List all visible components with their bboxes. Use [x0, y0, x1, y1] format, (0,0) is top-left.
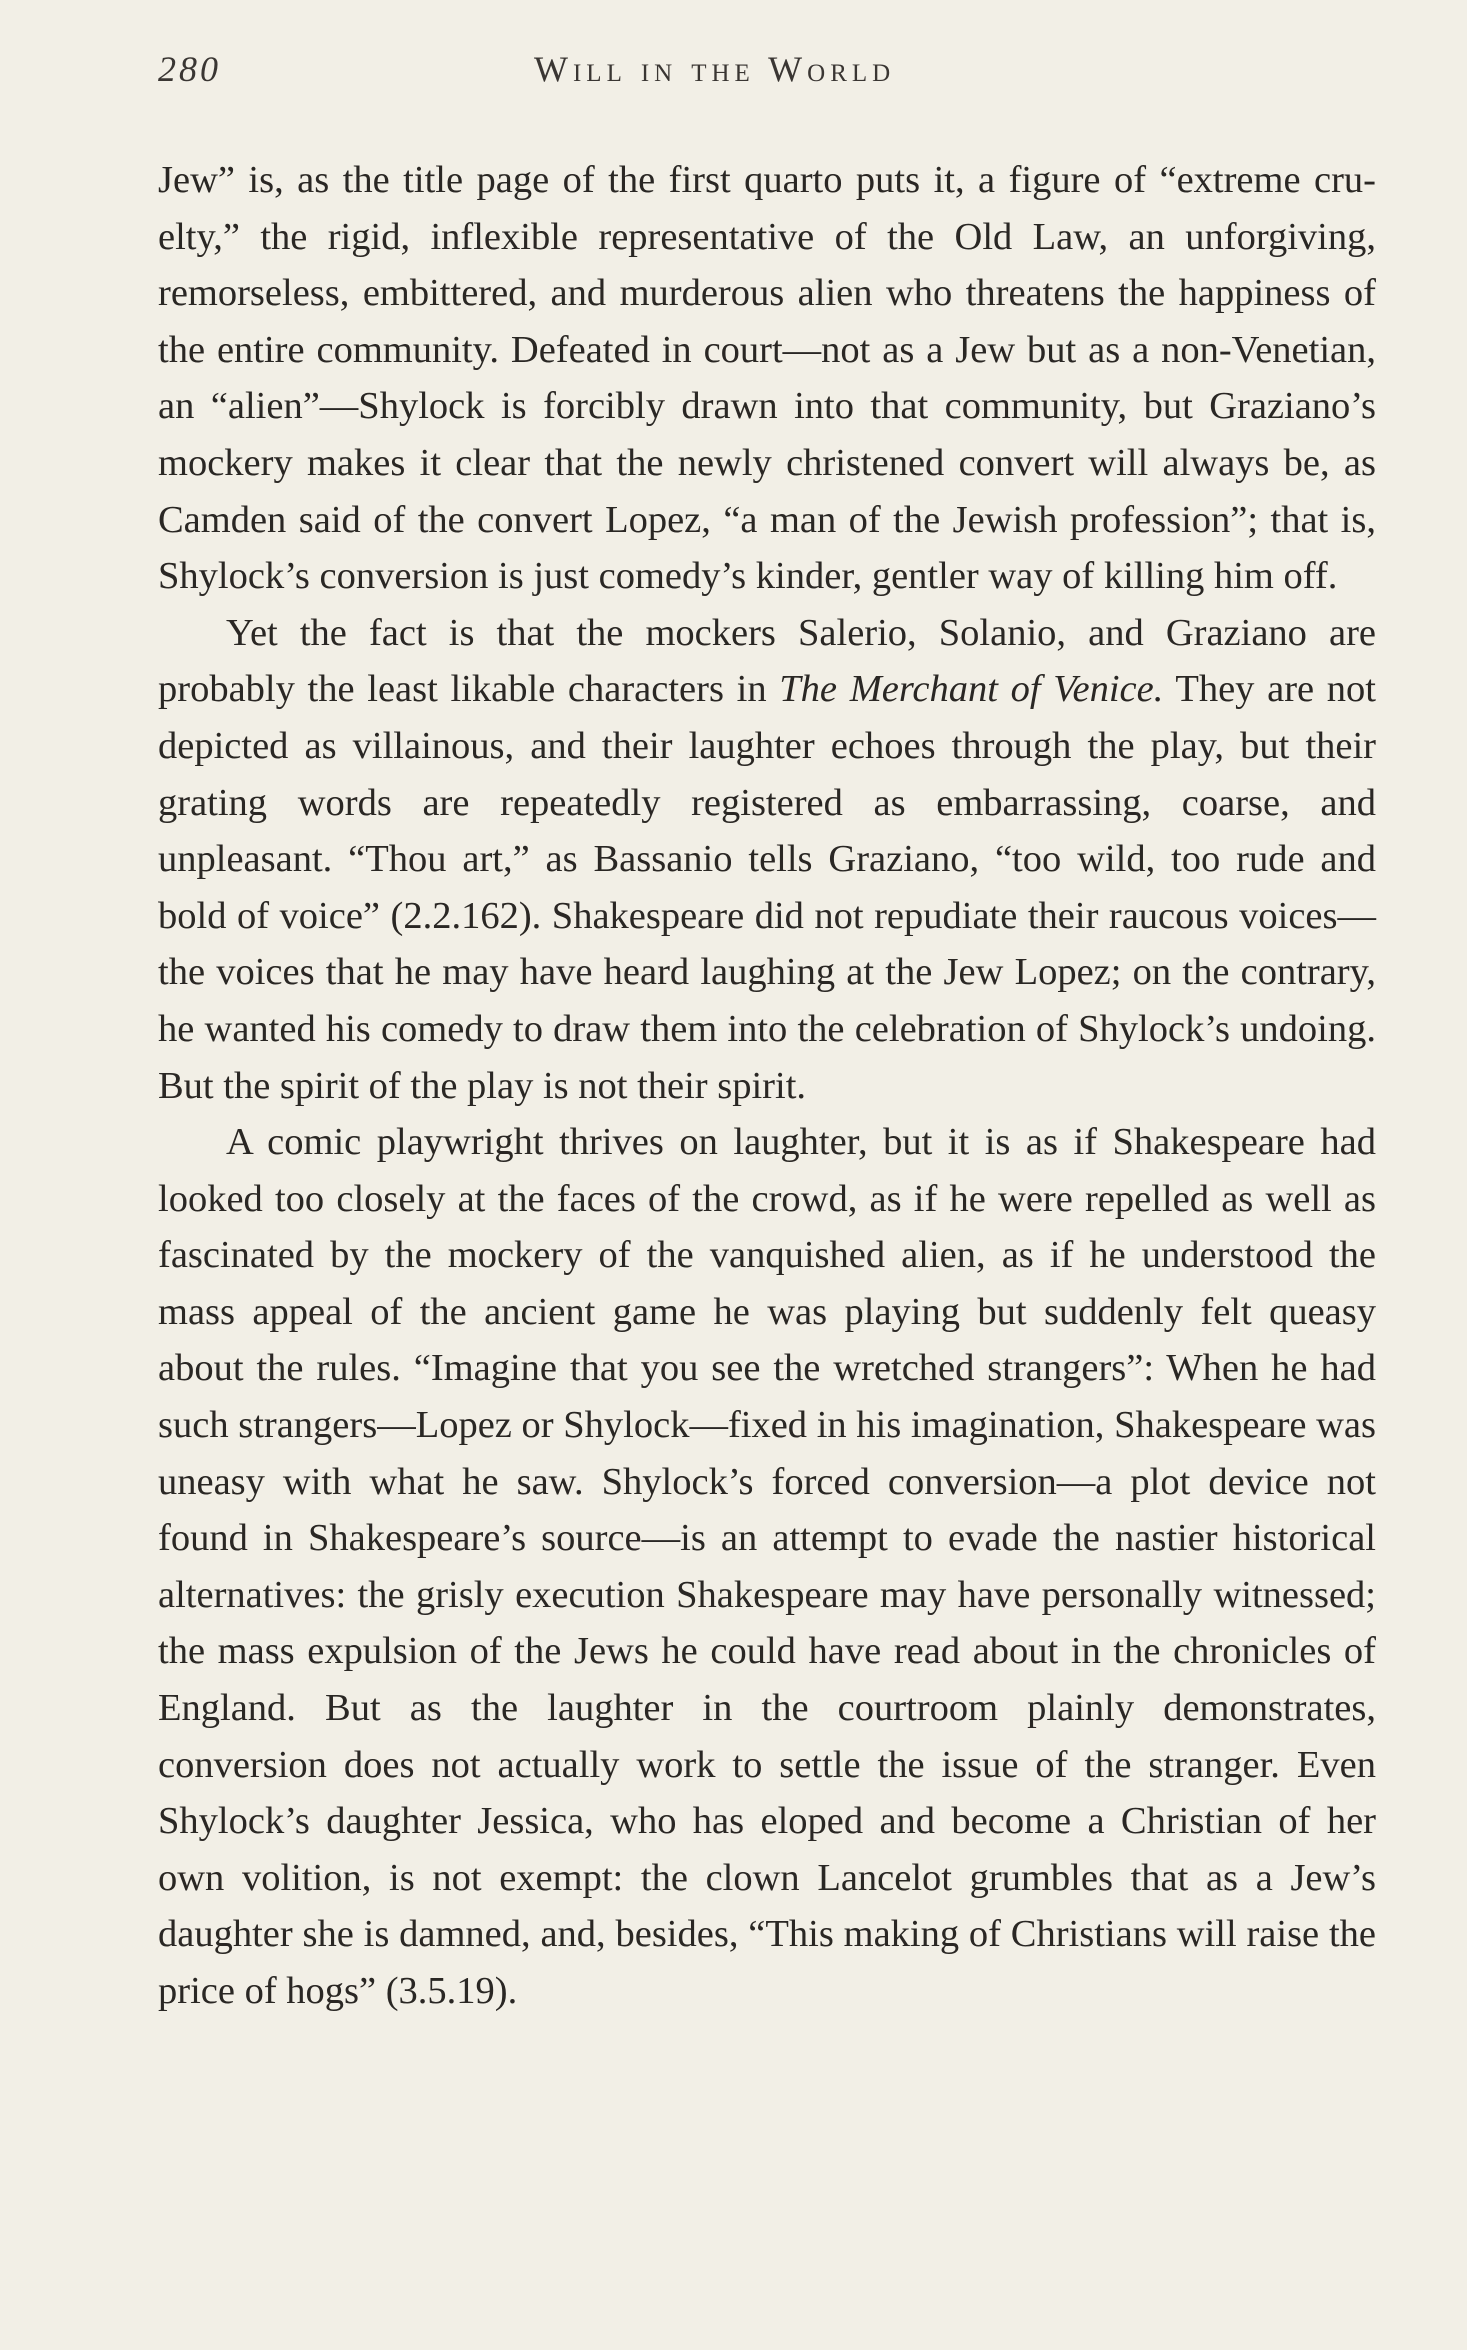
running-head — [158, 48, 1380, 98]
body-text — [158, 152, 1376, 2020]
paragraph-3-text: A comic playwright thrives on laughter, but it is as if Shakespeare had looked too closely at the faces of the crowd, as if he were repelled as well as fascinated by the mockery of the vanquished alien, as if he understood the mass appeal of the ancient game he was playing but suddenly felt queasy about the rules. “Imagine that you see the wretched strangers”: When he had such strangers—Lopez or Shylock—fixed in his imagination, Shakespeare was uneasy with what he saw. Shylock’s forced conversion—a plot device not found in Shakespeare’s source—is an attempt to evade the nastier historical alternatives: the grisly execution Shakespeare may have personally witnessed; the mass expulsion of the Jews he could have read about in the chronicles of England. But as the laughter in the courtroom plainly demonstrates, conversion does not actually work to settle the issue of the stranger. Even Shylock’s daughter Jessica, who has eloped and become a Christian of her own volition, is not exempt: the clown Lancelot grumbles that as a Jew’s daughter she is damned, and, besides, “This making of Christians will raise the price of hogs” (3.5.19). — [158, 1121, 1376, 2012]
paragraph-2-text-end: They are not depicted as villainous, and their laughter echoes through the play, but their grating words are repeatedly registered as embarrassing, coarse, and unpleasant. “Thou art,” as Bassanio tells Graziano, “too wild, too rude and bold of voice” (2.2.162). Shakespeare did not repudiate their raucous voices—the voices that he may have heard laughing at the Jew Lopez; on the contrary, he wanted his comedy to draw them into the celebration of Shylock’s undoing. But the spirit of the play is not their spirit. — [158, 668, 1376, 1107]
paragraph-1-text: Jew” is, as the title page of the first quarto puts it, a figure of “extreme cruelty,” the rigid, inflexible representative of the Old Law, an unforgiving, remorseless, embittered, and murderous alien who threatens the happiness of the entire community. Defeated in court—not as a Jew but as a non-Venetian, an “alien”—Shylock is forcibly drawn into that community, but Graziano’s mockery makes it clear that the newly christened convert will always be, as Camden said of the convert Lopez, “a man of the Jewish profession”; that is, Shylock’s conversion is just comedy’s kinder, gentler way of killing him off. — [158, 159, 1376, 598]
page-number: 280 — [158, 49, 221, 89]
paragraph-2 — [158, 605, 1376, 1114]
book-title: Will in the World — [534, 49, 896, 89]
paragraph-3 — [158, 1114, 1376, 2020]
play-title-italic: The Merchant of Venice. — [779, 668, 1164, 711]
paragraph-2-text-start: Yet the fact is that the mockers Salerio, Solanio, and Graziano are probably the least likable characters in — [158, 611, 1376, 711]
paragraph-1 — [158, 152, 1376, 605]
